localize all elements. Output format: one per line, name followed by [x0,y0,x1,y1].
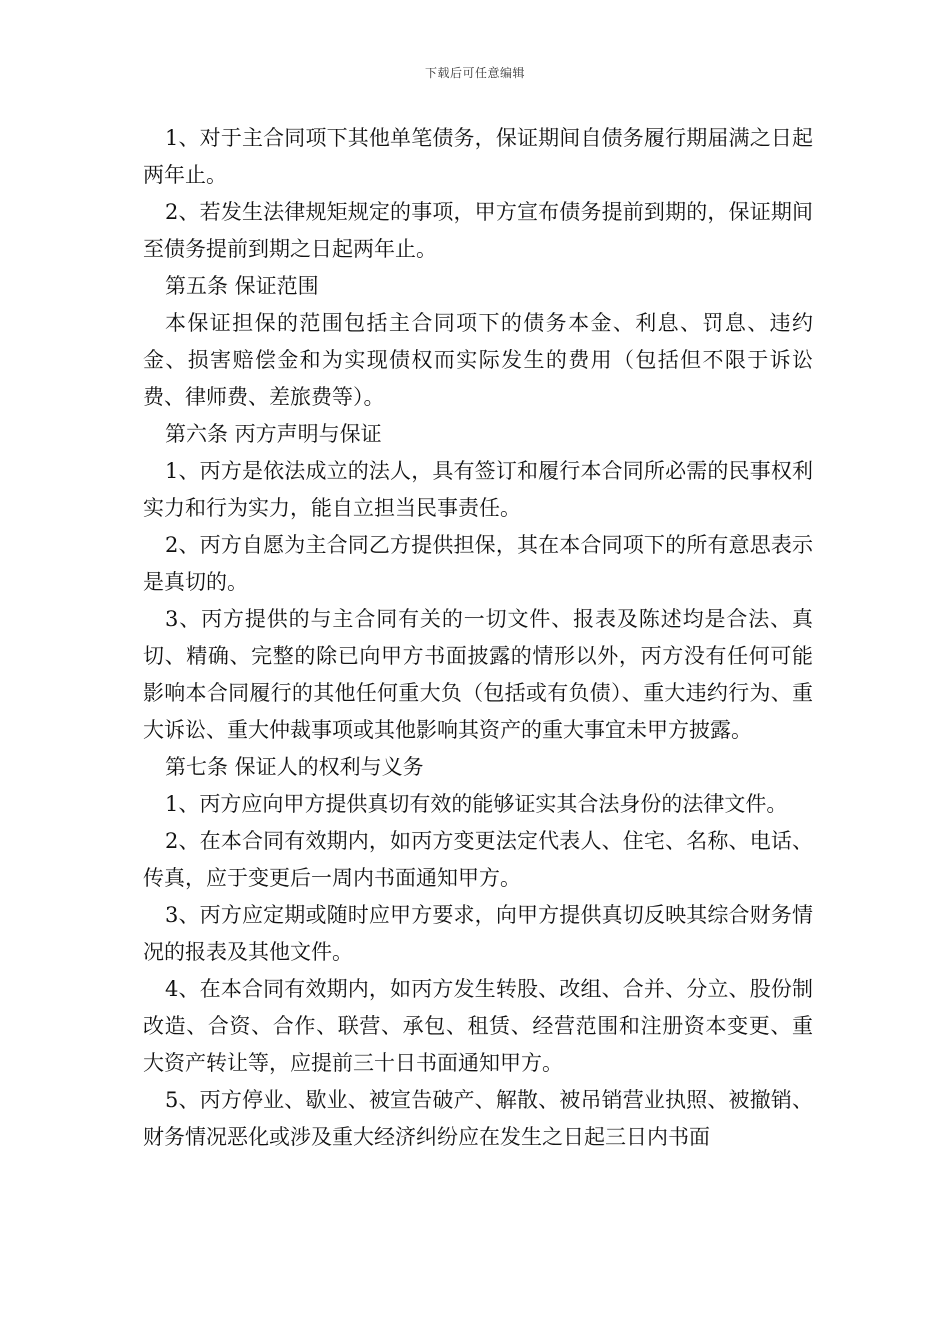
clause-paragraph: 1、丙方是依法成立的法人，具有签订和履行本合同所必需的民事权利实力和行为实力，能自立担当民事责任。 [143,459,813,520]
page-header: 下载后可任意编辑 [424,66,525,80]
clause-paragraph: 5、丙方停业、歇业、被宣告破产、解散、被吊销营业执照、被撤销、财务情况恶化或涉及重大经济纠纷应在发生之日起三日内书面 [143,1088,813,1149]
clause-paragraph: 本保证担保的范围包括主合同项下的债务本金、利息、罚息、违约金、损害赔偿金和为实现债权而实际发生的费用（包括但不限于诉讼费、律师费、差旅费等）。 [143,311,813,409]
document-body [143,120,813,1156]
clause-paragraph: 1、对于主合同项下其他单笔债务，保证期间自债务履行期届满之日起两年止。 [143,126,813,187]
article-heading: 第七条 保证人的权利与义务 [165,755,424,779]
clause-paragraph: 3、丙方提供的与主合同有关的一切文件、报表及陈述均是合法、真切、精确、完整的除已向甲方书面披露的情形以外，丙方没有任何可能影响本合同履行的其他任何重大负（包括或有负债）、重大违约行为、重大诉讼、重大仲裁事项或其他影响其资产的重大事宜未甲方披露。 [143,607,813,742]
clause-paragraph: 3、丙方应定期或随时应甲方要求，向甲方提供真切反映其综合财务情况的报表及其他文件。 [143,903,813,964]
clause-paragraph: 2、丙方自愿为主合同乙方提供担保，其在本合同项下的所有意思表示是真切的。 [143,533,813,594]
clause-paragraph: 2、若发生法律规矩规定的事项，甲方宣布债务提前到期的，保证期间至债务提前到期之日起两年止。 [143,200,813,261]
clause-paragraph: 1、丙方应向甲方提供真切有效的能够证实其合法身份的法律文件。 [165,792,788,816]
article-heading: 第五条 保证范围 [165,274,319,298]
clause-paragraph: 2、在本合同有效期内，如丙方变更法定代表人、住宅、名称、电话、传真，应于变更后一周内书面通知甲方。 [143,829,813,890]
article-heading: 第六条 丙方声明与保证 [165,422,382,446]
clause-paragraph: 4、在本合同有效期内，如丙方发生转股、改组、合并、分立、股份制改造、合资、合作、联营、承包、租赁、经营范围和注册资本变更、重大资产转让等，应提前三十日书面通知甲方。 [143,977,813,1075]
